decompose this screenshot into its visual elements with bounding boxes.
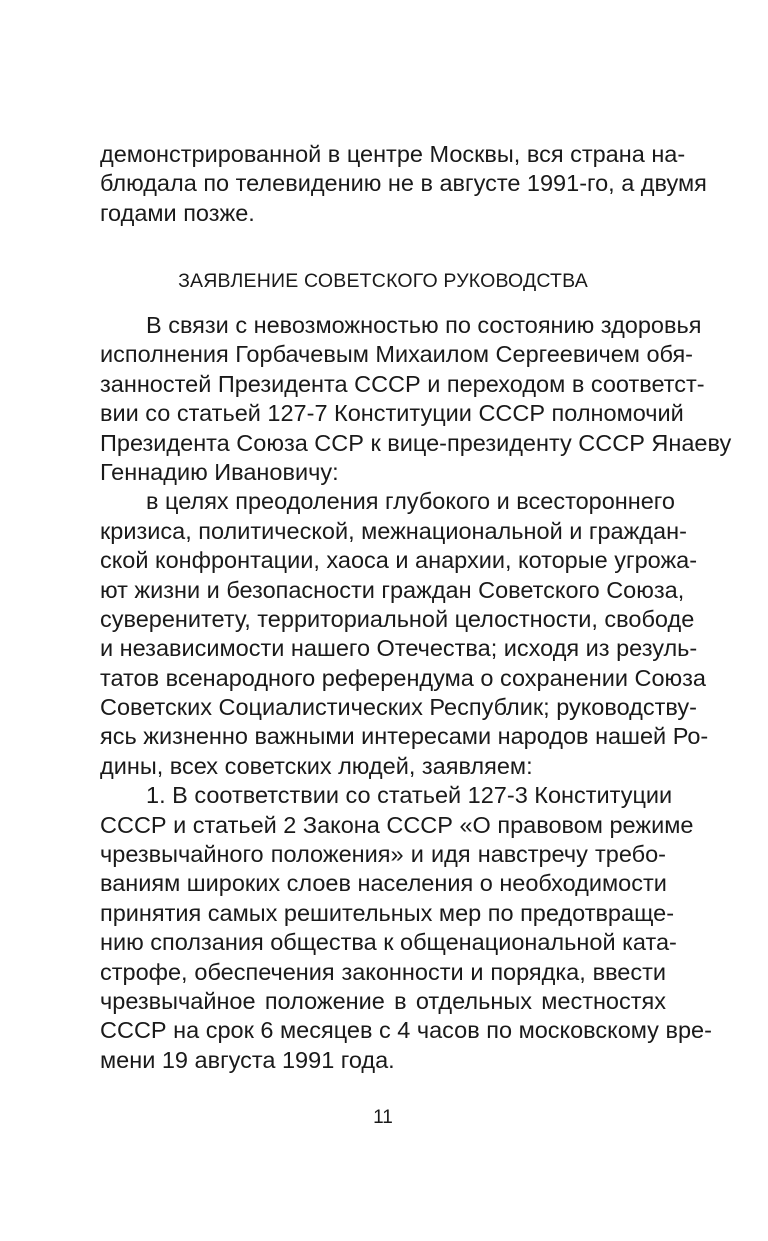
paragraph-line: В связи с невозможностью по состоянию здоровья [146, 312, 702, 338]
paragraph-line: ясь жизненно важными интересами народов нашей Ро- [100, 723, 709, 750]
page-number: 11 [373, 1107, 393, 1128]
paragraph-3 [100, 781, 712, 1075]
paragraph-line: ваниям широких слоев населения о необходимости [100, 870, 667, 897]
paragraph-line: ют жизни и безопасности граждан Советского Союза, [100, 576, 685, 603]
paragraph-line: принятия самых решительных мер по предотвраще- [100, 899, 675, 926]
paragraph-line: татов всенародного референдума о сохранении Союза [100, 664, 706, 691]
paragraph-line: нию сползания общества к общенациональной ката- [100, 929, 677, 956]
intro-paragraph [100, 140, 707, 228]
paragraph-line: Советских Социалистических Республик; руководству- [100, 694, 697, 721]
paragraph-line: суверенитету, территориальной целостности, свободе [100, 605, 695, 632]
intro-line: демонстрированной в центре Москвы, вся страна на- [100, 141, 686, 167]
paragraph-line: мени 19 августа 1991 года. [100, 1046, 395, 1073]
intro-line: блюдала по телевидению не в августе 1991-го, а двумя [100, 170, 707, 197]
paragraph-2 [100, 487, 709, 781]
paragraph-line: в целях преодоления глубокого и всестороннего [146, 488, 675, 515]
paragraph-1 [100, 311, 732, 487]
paragraph-line: Президента Союза ССР к вице-президенту СССР Янаеву [100, 429, 732, 456]
paragraph-line: кризиса, политической, межнациональной и граждан- [100, 517, 687, 544]
paragraph-line: строфе, обеспечения законности и порядка, ввести [100, 958, 666, 985]
paragraph-line: СССР и статьей 2 Закона СССР «О правовом режиме [100, 811, 694, 838]
paragraph-line: СССР на срок 6 месяцев с 4 часов по московскому вре- [100, 1017, 712, 1044]
paragraph-line: исполнения Горбачевым Михаилом Сергеевичем обя- [100, 341, 694, 368]
paragraph-line: занностей Президента СССР и переходом в соответст- [100, 370, 705, 397]
paragraph-line: чрезвычайное положение в отдельных местностях [100, 987, 666, 1014]
paragraph-line: и независимости нашего Отечества; исходя из резуль- [100, 635, 698, 662]
paragraph-line: 1. В соответствии со статьей 127-3 Конституции [146, 782, 673, 809]
paragraph-line: ской конфронтации, хаоса и анархии, которые угрожа- [100, 547, 698, 574]
paragraph-line: чрезвычайного положения» и идя навстречу требо- [100, 841, 666, 868]
paragraph-line: дины, всех советских людей, заявляем: [100, 752, 533, 779]
statement-body [100, 311, 732, 1075]
section-heading: ЗАЯВЛЕНИЕ СОВЕТСКОГО РУКОВОДСТВА [178, 270, 588, 292]
intro-line: годами позже. [100, 199, 255, 226]
paragraph-line: Геннадию Ивановичу: [100, 458, 339, 485]
paragraph-line: вии со статьей 127-7 Конституции СССР полномочий [100, 400, 684, 427]
